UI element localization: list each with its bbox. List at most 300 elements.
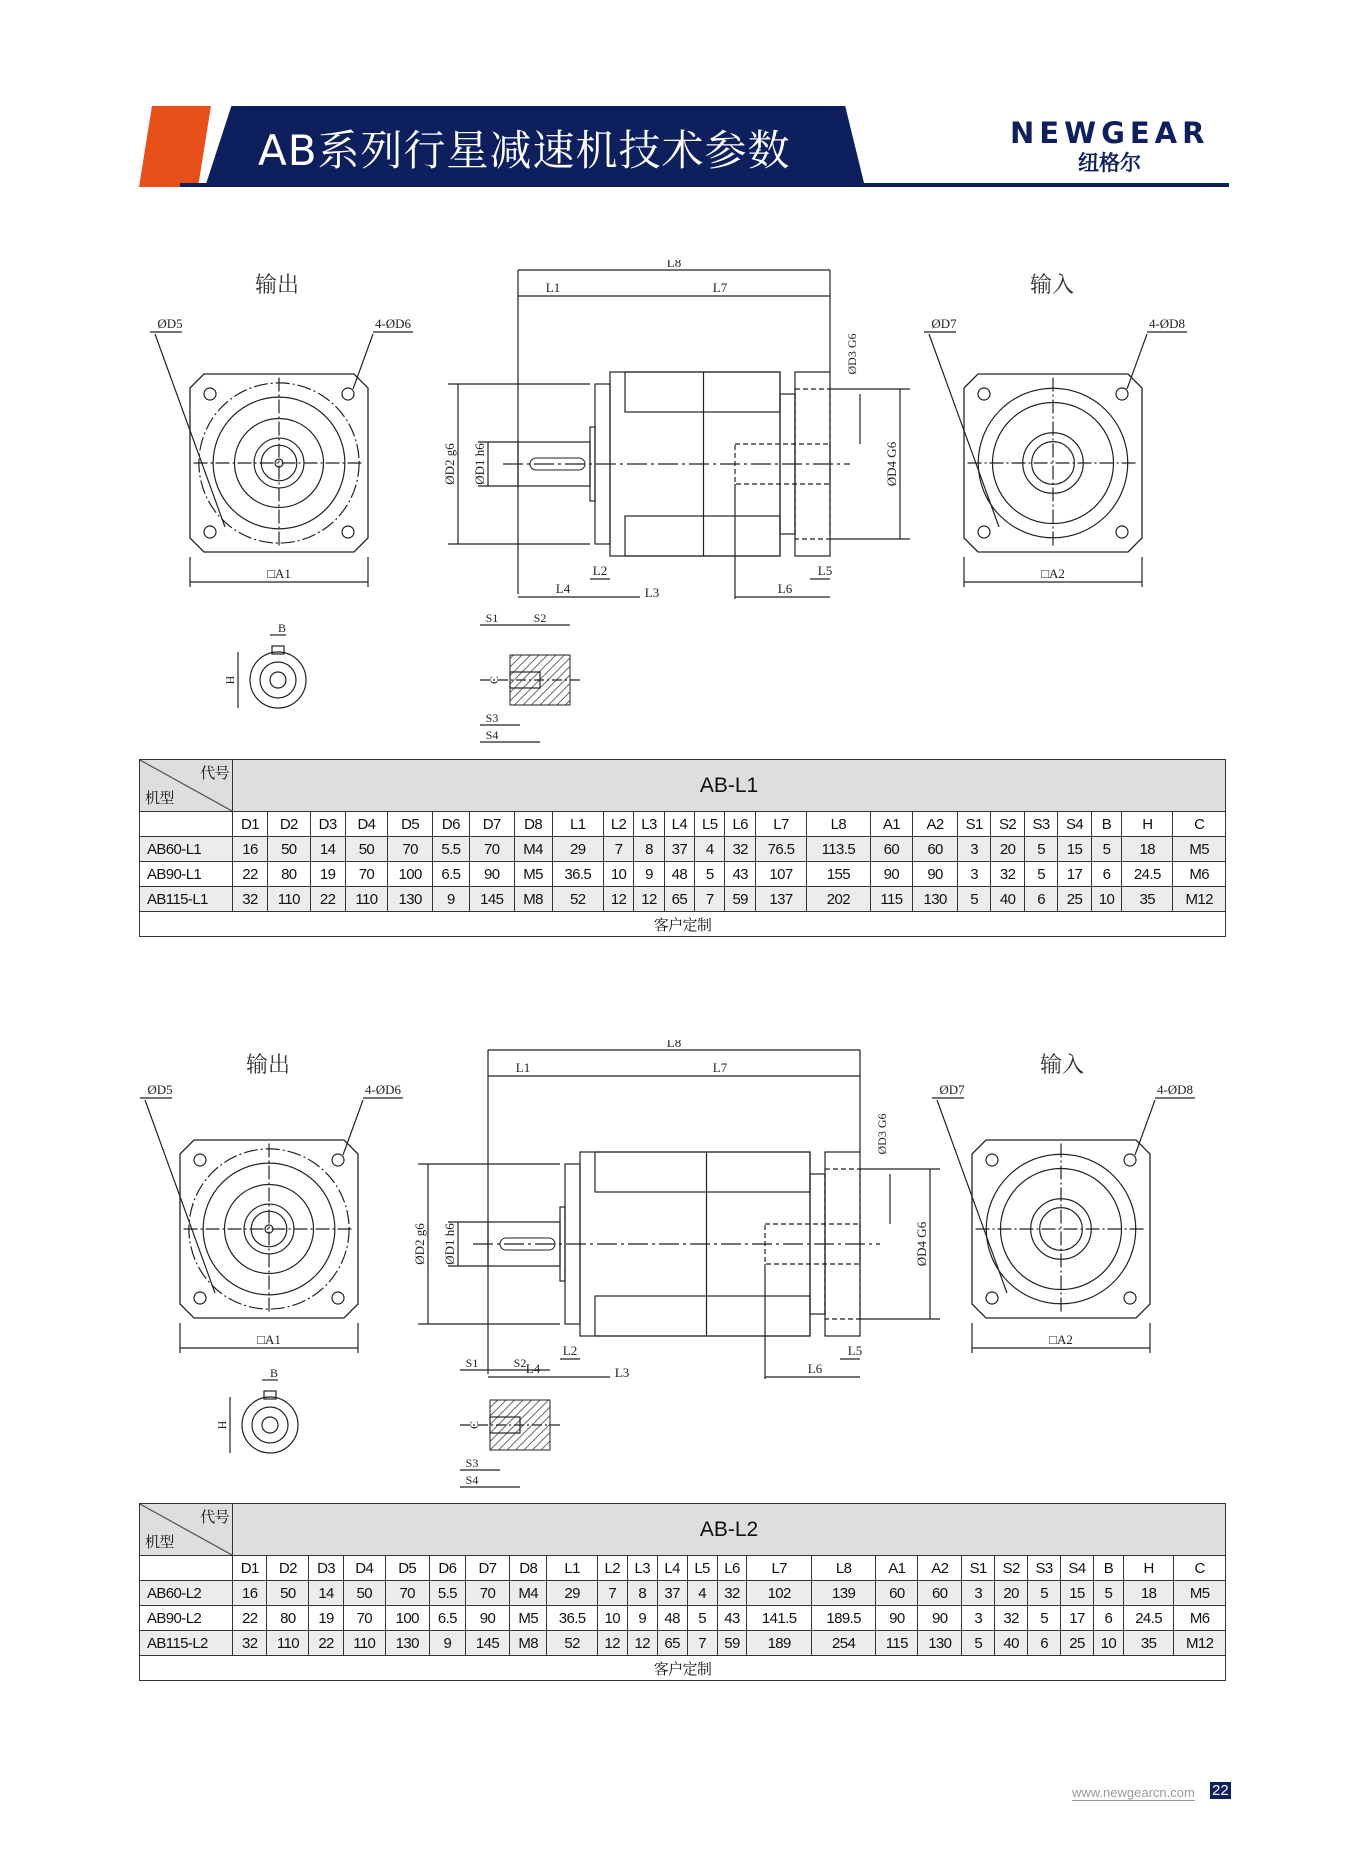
value-cell: 20 (995, 1581, 1028, 1606)
column-header: B (1093, 1556, 1123, 1581)
value-cell: 50 (267, 1581, 309, 1606)
value-cell: 90 (918, 1606, 962, 1631)
header-divider (180, 183, 1229, 187)
value-cell: 24.5 (1122, 862, 1173, 887)
dimension-label: C (487, 675, 501, 685)
value-cell: 59 (725, 887, 755, 912)
value-cell: 5 (1028, 1606, 1061, 1631)
column-header: S3 (1028, 1556, 1061, 1581)
table-row (140, 1606, 1226, 1631)
value-cell: 3 (957, 837, 990, 862)
value-cell: 5.5 (432, 837, 469, 862)
dimension-label: L6 (807, 1361, 823, 1376)
value-cell: 43 (725, 862, 755, 887)
value-cell: 65 (657, 1631, 687, 1656)
value-cell: 70 (345, 862, 388, 887)
table-corner-cell (140, 1504, 233, 1556)
value-cell: 6 (1093, 1606, 1123, 1631)
drawing-circle (1116, 388, 1128, 400)
drawing-rect (625, 372, 780, 412)
value-cell: 43 (717, 1606, 747, 1631)
technical-drawing (0, 260, 1362, 750)
column-header: C (1173, 812, 1226, 837)
drawing-circle (204, 526, 216, 538)
model-cell: AB115-L1 (140, 887, 233, 912)
value-cell: M8 (514, 887, 552, 912)
value-cell: 254 (811, 1631, 875, 1656)
corner-model-label: 机型 (145, 790, 174, 807)
dimension-label: S2 (513, 1356, 527, 1370)
dimension-label: L5 (817, 563, 833, 578)
brand-logo-en: NEWGEAR (1010, 116, 1210, 150)
column-header: L5 (695, 812, 725, 837)
dimension-label: S1 (485, 611, 499, 625)
drawing-line (1135, 1100, 1155, 1155)
column-header: D6 (429, 1556, 465, 1581)
value-cell: 90 (870, 862, 913, 887)
dimension-label: ØD1 h6 (472, 443, 487, 485)
column-header: A2 (918, 1556, 962, 1581)
column-header: L4 (664, 812, 694, 837)
spec-table (139, 1503, 1226, 1681)
input-view-label: 输入 (1040, 1053, 1085, 1078)
column-header: L4 (657, 1556, 687, 1581)
value-cell: 9 (634, 862, 664, 887)
column-header: S4 (1061, 1556, 1094, 1581)
value-cell: 14 (309, 1581, 343, 1606)
dimension-label: ØD7 (939, 1082, 965, 1097)
value-cell: M4 (514, 837, 552, 862)
column-header: C (1174, 1556, 1226, 1581)
column-header-row (140, 812, 1226, 837)
dimension-label: S2 (533, 611, 547, 625)
value-cell: 8 (634, 837, 664, 862)
column-header: D1 (233, 812, 268, 837)
value-cell: 6 (1024, 887, 1057, 912)
value-cell: 5 (1024, 862, 1057, 887)
table-row (140, 1631, 1226, 1656)
value-cell: 36.5 (552, 862, 603, 887)
column-header: L6 (725, 812, 755, 837)
value-cell: 110 (268, 887, 311, 912)
drawing-circle (242, 1397, 298, 1453)
value-cell: 110 (345, 887, 388, 912)
value-cell: 37 (657, 1581, 687, 1606)
value-cell: 18 (1123, 1581, 1173, 1606)
table-row (140, 837, 1226, 862)
dimension-label: L7 (712, 280, 728, 295)
dimension-label: L7 (712, 1060, 728, 1075)
value-cell: 12 (603, 887, 633, 912)
corner-code-label: 代号 (200, 1509, 229, 1526)
column-header: A1 (870, 812, 913, 837)
dimension-label: H (215, 1420, 229, 1430)
value-cell: 15 (1061, 1581, 1094, 1606)
value-cell: 80 (267, 1606, 309, 1631)
model-cell: AB115-L2 (140, 1631, 233, 1656)
value-cell: 9 (429, 1631, 465, 1656)
column-header: L3 (627, 1556, 657, 1581)
value-cell: M12 (1173, 887, 1226, 912)
value-cell: 70 (469, 837, 514, 862)
table-row (140, 862, 1226, 887)
column-header: S2 (991, 812, 1024, 837)
column-header: L8 (807, 812, 870, 837)
value-cell: 130 (385, 1631, 429, 1656)
drawing-circle (332, 1292, 344, 1304)
drawing-line (343, 1100, 363, 1155)
value-cell: 5.5 (429, 1581, 465, 1606)
spec-table (139, 759, 1226, 937)
value-cell: 5 (1091, 837, 1121, 862)
dimension-label: L3 (614, 1365, 630, 1380)
column-header: S1 (957, 812, 990, 837)
value-cell: 5 (962, 1631, 995, 1656)
model-cell: AB60-L2 (140, 1581, 233, 1606)
value-cell: M6 (1174, 1606, 1226, 1631)
dimension-label: 4-ØD6 (374, 316, 412, 331)
output-view-label: 输出 (246, 1053, 291, 1078)
dimension-label: ØD5 (147, 1082, 173, 1097)
drawing-line (1127, 334, 1147, 389)
column-header: D3 (310, 812, 345, 837)
model-cell: AB90-L2 (140, 1606, 233, 1631)
dimension-label: L3 (644, 585, 660, 600)
value-cell: 60 (913, 837, 958, 862)
value-cell: M12 (1174, 1631, 1226, 1656)
value-cell: 22 (233, 1606, 267, 1631)
drawing-circle (986, 1292, 998, 1304)
value-cell: 32 (717, 1581, 747, 1606)
value-cell: 9 (432, 887, 469, 912)
column-header: D7 (469, 812, 514, 837)
dimension-label: S1 (465, 1356, 479, 1370)
dimension-label: ØD4 G6 (884, 441, 899, 487)
dimension-label: S4 (485, 728, 499, 742)
value-cell: 32 (233, 887, 268, 912)
column-header: D2 (268, 812, 311, 837)
value-cell: 145 (466, 1631, 510, 1656)
value-cell: 17 (1061, 1606, 1094, 1631)
value-cell: 50 (343, 1581, 385, 1606)
value-cell: M4 (510, 1581, 547, 1606)
section-ab-l2 (0, 1040, 1362, 1730)
value-cell: 5 (1093, 1581, 1123, 1606)
column-header: A2 (913, 812, 958, 837)
drawing-circle (260, 662, 296, 698)
dimension-label: S3 (485, 711, 499, 725)
model-cell: AB60-L1 (140, 837, 233, 862)
drawing-rect (595, 1152, 810, 1192)
drawing-circle (194, 1154, 206, 1166)
column-header: B (1091, 812, 1121, 837)
value-cell: 5 (687, 1606, 717, 1631)
table-row (140, 1581, 1226, 1606)
column-header: A1 (876, 1556, 918, 1581)
value-cell: 189 (747, 1631, 811, 1656)
value-cell: 60 (870, 837, 913, 862)
dimension-label: □A1 (257, 1332, 281, 1347)
value-cell: 80 (268, 862, 311, 887)
value-cell: 76.5 (755, 837, 806, 862)
table-title: AB-L2 (233, 1504, 1226, 1556)
value-cell: 155 (807, 862, 870, 887)
value-cell: 10 (597, 1606, 627, 1631)
value-cell: 8 (627, 1581, 657, 1606)
column-header: D7 (466, 1556, 510, 1581)
drawing-rect (595, 1296, 810, 1336)
drawing-circle (262, 1417, 278, 1433)
dimension-label: L1 (545, 280, 561, 295)
value-cell: 60 (918, 1581, 962, 1606)
dimension-label: C (467, 1420, 481, 1430)
value-cell: 90 (469, 862, 514, 887)
column-header: D8 (510, 1556, 547, 1581)
value-cell: 3 (957, 862, 990, 887)
column-header: L7 (755, 812, 806, 837)
dimension-label: L2 (562, 1343, 578, 1358)
value-cell: 90 (913, 862, 958, 887)
value-cell: 20 (991, 837, 1024, 862)
value-cell: 110 (343, 1631, 385, 1656)
dimension-label: L6 (777, 581, 793, 596)
value-cell: 32 (995, 1606, 1028, 1631)
drawing-circle (332, 1154, 344, 1166)
column-header: L1 (552, 812, 603, 837)
column-header: D4 (345, 812, 388, 837)
value-cell: 48 (657, 1606, 687, 1631)
dimension-label: ØD4 G6 (914, 1221, 929, 1267)
dimension-label: S3 (465, 1456, 479, 1470)
value-cell: 113.5 (807, 837, 870, 862)
value-cell: 70 (385, 1581, 429, 1606)
value-cell: M6 (1173, 862, 1226, 887)
column-header-row (140, 1556, 1226, 1581)
value-cell: 90 (466, 1606, 510, 1631)
value-cell: 189.5 (811, 1606, 875, 1631)
dimension-label: ØD5 (157, 316, 183, 331)
value-cell: 9 (627, 1606, 657, 1631)
value-cell: 6.5 (429, 1606, 465, 1631)
empty-cell (140, 1556, 233, 1581)
column-header: D3 (309, 1556, 343, 1581)
value-cell: 50 (345, 837, 388, 862)
column-header: D6 (432, 812, 469, 837)
dimension-label: H (223, 675, 237, 685)
value-cell: 18 (1122, 837, 1173, 862)
table-footer-row (140, 912, 1226, 937)
value-cell: 14 (310, 837, 345, 862)
value-cell: 130 (918, 1631, 962, 1656)
value-cell: 65 (664, 887, 694, 912)
value-cell: 52 (547, 1631, 597, 1656)
value-cell: 12 (627, 1631, 657, 1656)
value-cell: 19 (309, 1606, 343, 1631)
value-cell: 70 (388, 837, 433, 862)
table-row (140, 887, 1226, 912)
corner-model-label: 机型 (145, 1534, 174, 1551)
empty-cell (140, 812, 233, 837)
value-cell: 10 (1093, 1631, 1123, 1656)
value-cell: 7 (695, 887, 725, 912)
value-cell: 6 (1091, 862, 1121, 887)
value-cell: 35 (1123, 1631, 1173, 1656)
column-header: S4 (1058, 812, 1091, 837)
dimension-label: B (277, 621, 287, 635)
column-header: L8 (811, 1556, 875, 1581)
dimension-label: □A2 (1041, 566, 1065, 581)
dimension-label: ØD2 g6 (442, 443, 457, 485)
value-cell: 139 (811, 1581, 875, 1606)
column-header: L2 (603, 812, 633, 837)
value-cell: 50 (268, 837, 311, 862)
value-cell: 6.5 (432, 862, 469, 887)
value-cell: 16 (233, 837, 268, 862)
dimension-label: □A1 (267, 566, 291, 581)
value-cell: 145 (469, 887, 514, 912)
brand-logo-cn: 纽格尔 (1078, 151, 1141, 175)
dimension-label: L8 (666, 260, 682, 270)
value-cell: 115 (876, 1631, 918, 1656)
value-cell: 48 (664, 862, 694, 887)
value-cell: 10 (1091, 887, 1121, 912)
value-cell: 100 (385, 1606, 429, 1631)
value-cell: 25 (1058, 887, 1091, 912)
value-cell: 6 (1028, 1631, 1061, 1656)
value-cell: 29 (552, 837, 603, 862)
drawing-circle (194, 1292, 206, 1304)
input-view-label: 输入 (1030, 273, 1075, 298)
value-cell: M5 (514, 862, 552, 887)
column-header: D8 (514, 812, 552, 837)
drawing-circle (342, 526, 354, 538)
column-header: D5 (385, 1556, 429, 1581)
drawing-circle (986, 1154, 998, 1166)
table-title: AB-L1 (233, 760, 1226, 812)
value-cell: 59 (717, 1631, 747, 1656)
dimension-label: L8 (666, 1040, 682, 1050)
dimension-label: □A2 (1049, 1332, 1073, 1347)
value-cell: 19 (310, 862, 345, 887)
technical-drawing (0, 1040, 1362, 1500)
drawing-circle (252, 1407, 288, 1443)
dimension-label: L4 (555, 581, 571, 596)
value-cell: 7 (597, 1581, 627, 1606)
value-cell: 5 (1028, 1581, 1061, 1606)
value-cell: 35 (1122, 887, 1173, 912)
value-cell: 60 (876, 1581, 918, 1606)
column-header: S1 (962, 1556, 995, 1581)
value-cell: 12 (634, 887, 664, 912)
column-header: S2 (995, 1556, 1028, 1581)
dimension-label: ØD1 h6 (442, 1223, 457, 1265)
value-cell: 102 (747, 1581, 811, 1606)
value-cell: 10 (603, 862, 633, 887)
value-cell: 107 (755, 862, 806, 887)
drawing-line (353, 334, 373, 389)
value-cell: 70 (343, 1606, 385, 1631)
dimension-label: L1 (515, 1060, 531, 1075)
dimension-label: 4-ØD8 (1156, 1082, 1194, 1097)
header-accent (139, 106, 211, 187)
drawing-circle (1124, 1154, 1136, 1166)
dimension-label: L2 (592, 563, 608, 578)
drawing-circle (978, 388, 990, 400)
column-header: L3 (634, 812, 664, 837)
dimension-label: L4 (525, 1361, 541, 1376)
website-link[interactable]: www.newgearcn.com (1072, 1785, 1195, 1800)
dimension-label: ØD2 g6 (412, 1223, 427, 1265)
column-header: H (1122, 812, 1173, 837)
column-header: L5 (687, 1556, 717, 1581)
page-title: AB系列行星减速机技术参数 (258, 126, 791, 175)
value-cell: 90 (876, 1606, 918, 1631)
value-cell: 4 (695, 837, 725, 862)
value-cell: 22 (309, 1631, 343, 1656)
value-cell: M5 (1173, 837, 1226, 862)
value-cell: M5 (510, 1606, 547, 1631)
value-cell: 100 (388, 862, 433, 887)
value-cell: 16 (233, 1581, 267, 1606)
value-cell: 3 (962, 1606, 995, 1631)
value-cell: 141.5 (747, 1606, 811, 1631)
value-cell: 32 (991, 862, 1024, 887)
table-footer-row (140, 1656, 1226, 1681)
dimension-label: ØD7 (931, 316, 957, 331)
dimension-label: S4 (465, 1473, 479, 1487)
corner-code-label: 代号 (200, 765, 229, 782)
column-header: D2 (267, 1556, 309, 1581)
value-cell: 22 (233, 862, 268, 887)
dimension-label: B (269, 1366, 279, 1380)
dimension-label: L5 (847, 1343, 863, 1358)
value-cell: 130 (913, 887, 958, 912)
section-ab-l1 (0, 260, 1362, 950)
value-cell: 202 (807, 887, 870, 912)
value-cell: 37 (664, 837, 694, 862)
value-cell: 40 (991, 887, 1024, 912)
value-cell: 115 (870, 887, 913, 912)
output-view-label: 输出 (255, 273, 300, 298)
column-header: H (1123, 1556, 1173, 1581)
value-cell: 32 (233, 1631, 267, 1656)
table-corner-cell (140, 760, 233, 812)
value-cell: 5 (695, 862, 725, 887)
column-header: L7 (747, 1556, 811, 1581)
drawing-circle (342, 388, 354, 400)
value-cell: 25 (1061, 1631, 1094, 1656)
value-cell: 12 (597, 1631, 627, 1656)
value-cell: 7 (603, 837, 633, 862)
value-cell: 32 (725, 837, 755, 862)
column-header: D4 (343, 1556, 385, 1581)
value-cell: M8 (510, 1631, 547, 1656)
value-cell: 7 (687, 1631, 717, 1656)
value-cell: 3 (962, 1581, 995, 1606)
value-cell: 24.5 (1123, 1606, 1173, 1631)
drawing-circle (250, 652, 306, 708)
column-header: D5 (388, 812, 433, 837)
dimension-label: 4-ØD6 (364, 1082, 402, 1097)
dimension-label: 4-ØD8 (1148, 316, 1186, 331)
column-header: L2 (597, 1556, 627, 1581)
drawing-circle (1124, 1292, 1136, 1304)
model-cell: AB90-L1 (140, 862, 233, 887)
value-cell: 22 (310, 887, 345, 912)
column-header: D1 (233, 1556, 267, 1581)
custom-note: 客户定制 (140, 912, 1226, 937)
value-cell: 15 (1058, 837, 1091, 862)
